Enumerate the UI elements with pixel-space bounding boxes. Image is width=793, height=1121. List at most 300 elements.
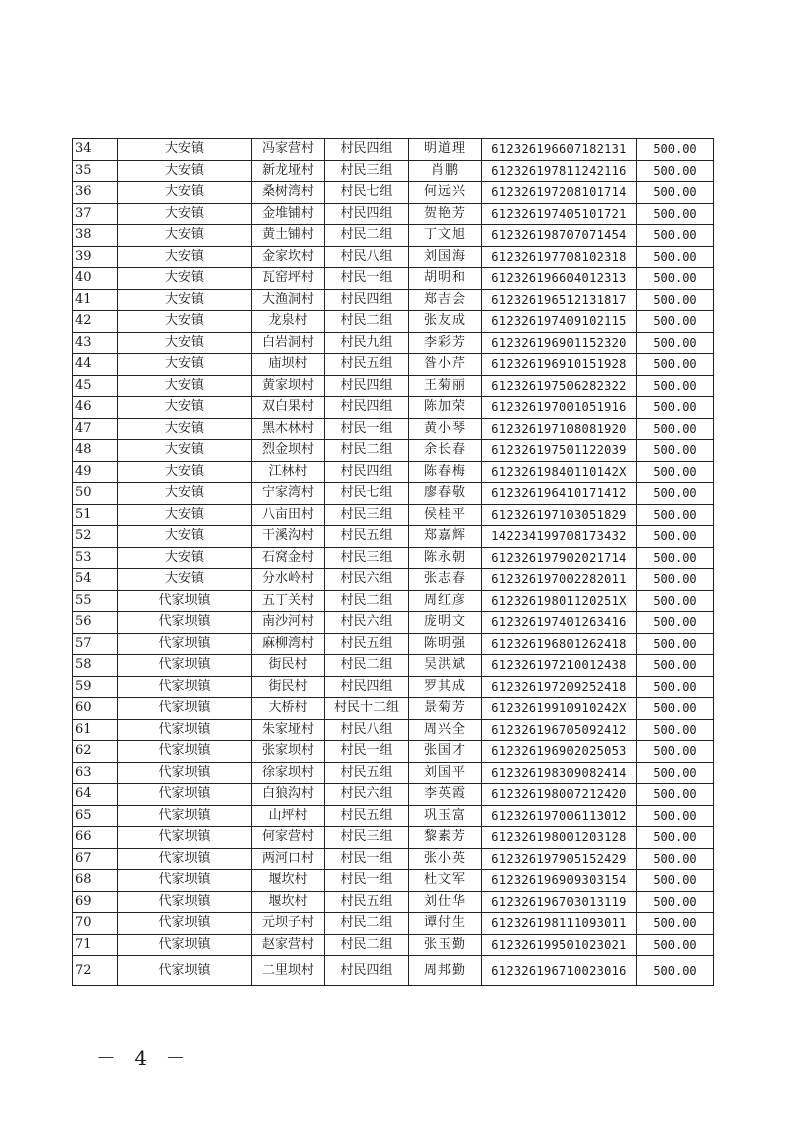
village-cell: 堰坎村 <box>252 870 325 892</box>
table-row <box>73 418 714 440</box>
village-cell: 龙泉村 <box>252 311 325 333</box>
id-number-cell: 61232619801120251X <box>482 590 637 612</box>
table-row <box>73 289 714 311</box>
table-row <box>73 547 714 569</box>
table-row <box>73 203 714 225</box>
id-number-cell: 612326198111093011 <box>482 913 637 935</box>
group-cell: 村民六组 <box>325 784 409 806</box>
village-cell: 金家坎村 <box>252 246 325 268</box>
group-cell: 村民九组 <box>325 332 409 354</box>
amount-cell: 500.00 <box>637 612 714 634</box>
name-cell: 张友成 <box>409 311 482 333</box>
name-cell: 罗其成 <box>409 676 482 698</box>
id-number-cell: 612326197108081920 <box>482 418 637 440</box>
group-cell: 村民四组 <box>325 461 409 483</box>
town-cell: 大安镇 <box>118 397 252 419</box>
id-number-cell: 612326196910151928 <box>482 354 637 376</box>
town-cell: 代家坝镇 <box>118 719 252 741</box>
name-cell: 张小英 <box>409 848 482 870</box>
name-cell: 庞明文 <box>409 612 482 634</box>
row-number: 65 <box>73 805 118 827</box>
amount-cell: 500.00 <box>637 956 714 986</box>
village-cell: 石窝金村 <box>252 547 325 569</box>
table-row <box>73 762 714 784</box>
id-number-cell: 61232619910910242X <box>482 698 637 720</box>
group-cell: 村民一组 <box>325 268 409 290</box>
amount-cell: 500.00 <box>637 676 714 698</box>
town-cell: 代家坝镇 <box>118 655 252 677</box>
town-cell: 代家坝镇 <box>118 784 252 806</box>
row-number: 48 <box>73 440 118 462</box>
id-number-cell: 612326197001051916 <box>482 397 637 419</box>
amount-cell: 500.00 <box>637 246 714 268</box>
village-cell: 干溪沟村 <box>252 526 325 548</box>
row-number: 37 <box>73 203 118 225</box>
table-row <box>73 848 714 870</box>
group-cell: 村民五组 <box>325 633 409 655</box>
name-cell: 余长春 <box>409 440 482 462</box>
row-number: 46 <box>73 397 118 419</box>
amount-cell: 500.00 <box>637 332 714 354</box>
town-cell: 代家坝镇 <box>118 633 252 655</box>
town-cell: 大安镇 <box>118 504 252 526</box>
town-cell: 大安镇 <box>118 268 252 290</box>
row-number: 53 <box>73 547 118 569</box>
id-number-cell: 142234199708173432 <box>482 526 637 548</box>
row-number: 66 <box>73 827 118 849</box>
row-number: 35 <box>73 160 118 182</box>
amount-cell: 500.00 <box>637 547 714 569</box>
table-row <box>73 139 714 161</box>
group-cell: 村民三组 <box>325 504 409 526</box>
group-cell: 村民四组 <box>325 956 409 986</box>
town-cell: 代家坝镇 <box>118 956 252 986</box>
amount-cell: 500.00 <box>637 934 714 956</box>
table-row <box>73 268 714 290</box>
amount-cell: 500.00 <box>637 698 714 720</box>
group-cell: 村民一组 <box>325 741 409 763</box>
row-number: 60 <box>73 698 118 720</box>
amount-cell: 500.00 <box>637 440 714 462</box>
village-cell: 麻柳湾村 <box>252 633 325 655</box>
name-cell: 黄小琴 <box>409 418 482 440</box>
id-number-cell: 612326196604012313 <box>482 268 637 290</box>
town-cell: 代家坝镇 <box>118 762 252 784</box>
group-cell: 村民四组 <box>325 139 409 161</box>
amount-cell: 500.00 <box>637 848 714 870</box>
table-row <box>73 461 714 483</box>
town-cell: 代家坝镇 <box>118 934 252 956</box>
town-cell: 大安镇 <box>118 440 252 462</box>
group-cell: 村民一组 <box>325 870 409 892</box>
table-row <box>73 805 714 827</box>
village-cell: 白狼沟村 <box>252 784 325 806</box>
amount-cell: 500.00 <box>637 741 714 763</box>
name-cell: 何远兴 <box>409 182 482 204</box>
id-number-cell: 61232619840110142X <box>482 461 637 483</box>
amount-cell: 500.00 <box>637 590 714 612</box>
group-cell: 村民三组 <box>325 827 409 849</box>
table-row <box>73 698 714 720</box>
group-cell: 村民一组 <box>325 418 409 440</box>
village-cell: 黑木林村 <box>252 418 325 440</box>
name-cell: 刘国海 <box>409 246 482 268</box>
village-cell: 桑树湾村 <box>252 182 325 204</box>
village-cell: 瓦窑坪村 <box>252 268 325 290</box>
name-cell: 周邦勤 <box>409 956 482 986</box>
town-cell: 大安镇 <box>118 225 252 247</box>
row-number: 59 <box>73 676 118 698</box>
amount-cell: 500.00 <box>637 633 714 655</box>
group-cell: 村民七组 <box>325 182 409 204</box>
town-cell: 代家坝镇 <box>118 848 252 870</box>
id-number-cell: 612326197405101721 <box>482 203 637 225</box>
name-cell: 王菊丽 <box>409 375 482 397</box>
group-cell: 村民二组 <box>325 225 409 247</box>
name-cell: 郑吉会 <box>409 289 482 311</box>
row-number: 47 <box>73 418 118 440</box>
row-number: 72 <box>73 956 118 986</box>
group-cell: 村民二组 <box>325 913 409 935</box>
town-cell: 代家坝镇 <box>118 698 252 720</box>
id-number-cell: 612326197103051829 <box>482 504 637 526</box>
id-number-cell: 612326196710023016 <box>482 956 637 986</box>
name-cell: 贺艳芳 <box>409 203 482 225</box>
table-row <box>73 354 714 376</box>
row-number: 36 <box>73 182 118 204</box>
town-cell: 大安镇 <box>118 483 252 505</box>
town-cell: 代家坝镇 <box>118 870 252 892</box>
id-number-cell: 612326196703013119 <box>482 891 637 913</box>
name-cell: 周兴全 <box>409 719 482 741</box>
village-cell: 五丁关村 <box>252 590 325 612</box>
id-number-cell: 612326197401263416 <box>482 612 637 634</box>
amount-cell: 500.00 <box>637 569 714 591</box>
town-cell: 大安镇 <box>118 139 252 161</box>
name-cell: 巩玉富 <box>409 805 482 827</box>
name-cell: 胡明和 <box>409 268 482 290</box>
name-cell: 张国才 <box>409 741 482 763</box>
row-number: 34 <box>73 139 118 161</box>
town-cell: 大安镇 <box>118 160 252 182</box>
village-cell: 金堆铺村 <box>252 203 325 225</box>
id-number-cell: 612326197708102318 <box>482 246 637 268</box>
amount-cell: 500.00 <box>637 354 714 376</box>
group-cell: 村民四组 <box>325 203 409 225</box>
town-cell: 大安镇 <box>118 418 252 440</box>
amount-cell: 500.00 <box>637 397 714 419</box>
table-row <box>73 504 714 526</box>
name-cell: 明道理 <box>409 139 482 161</box>
table-row <box>73 719 714 741</box>
row-number: 45 <box>73 375 118 397</box>
amount-cell: 500.00 <box>637 375 714 397</box>
table-row <box>73 741 714 763</box>
name-cell: 景菊芳 <box>409 698 482 720</box>
village-cell: 南沙河村 <box>252 612 325 634</box>
group-cell: 村民五组 <box>325 526 409 548</box>
village-cell: 山坪村 <box>252 805 325 827</box>
row-number: 51 <box>73 504 118 526</box>
name-cell: 廖春敬 <box>409 483 482 505</box>
group-cell: 村民二组 <box>325 934 409 956</box>
village-cell: 双白果村 <box>252 397 325 419</box>
amount-cell: 500.00 <box>637 762 714 784</box>
town-cell: 代家坝镇 <box>118 805 252 827</box>
village-cell: 新龙垭村 <box>252 160 325 182</box>
town-cell: 大安镇 <box>118 375 252 397</box>
id-number-cell: 612326196801262418 <box>482 633 637 655</box>
town-cell: 大安镇 <box>118 311 252 333</box>
row-number: 42 <box>73 311 118 333</box>
id-number-cell: 612326197210012438 <box>482 655 637 677</box>
name-cell: 陈明强 <box>409 633 482 655</box>
id-number-cell: 612326197409102115 <box>482 311 637 333</box>
name-cell: 丁文旭 <box>409 225 482 247</box>
group-cell: 村民三组 <box>325 547 409 569</box>
town-cell: 大安镇 <box>118 354 252 376</box>
name-cell: 李彩芳 <box>409 332 482 354</box>
row-number: 70 <box>73 913 118 935</box>
name-cell: 刘仕华 <box>409 891 482 913</box>
amount-cell: 500.00 <box>637 483 714 505</box>
name-cell: 周红彦 <box>409 590 482 612</box>
name-cell: 肖鹏 <box>409 160 482 182</box>
id-number-cell: 612326197501122039 <box>482 440 637 462</box>
village-cell: 街民村 <box>252 655 325 677</box>
town-cell: 代家坝镇 <box>118 590 252 612</box>
village-cell: 赵家营村 <box>252 934 325 956</box>
village-cell: 庙坝村 <box>252 354 325 376</box>
table-row <box>73 160 714 182</box>
village-cell: 分水岭村 <box>252 569 325 591</box>
name-cell: 谭付生 <box>409 913 482 935</box>
group-cell: 村民四组 <box>325 375 409 397</box>
id-number-cell: 612326196909303154 <box>482 870 637 892</box>
amount-cell: 500.00 <box>637 504 714 526</box>
row-number: 44 <box>73 354 118 376</box>
group-cell: 村民四组 <box>325 397 409 419</box>
village-cell: 江林村 <box>252 461 325 483</box>
group-cell: 村民二组 <box>325 655 409 677</box>
row-number: 56 <box>73 612 118 634</box>
group-cell: 村民五组 <box>325 354 409 376</box>
row-number: 41 <box>73 289 118 311</box>
group-cell: 村民六组 <box>325 569 409 591</box>
village-cell: 朱家垭村 <box>252 719 325 741</box>
group-cell: 村民五组 <box>325 891 409 913</box>
group-cell: 村民五组 <box>325 805 409 827</box>
id-number-cell: 612326197506282322 <box>482 375 637 397</box>
group-cell: 村民十二组 <box>325 698 409 720</box>
name-cell: 刘国平 <box>409 762 482 784</box>
id-number-cell: 612326197002282011 <box>482 569 637 591</box>
roster-table <box>72 138 714 986</box>
table-row <box>73 956 714 986</box>
village-cell: 街民村 <box>252 676 325 698</box>
name-cell: 陈春梅 <box>409 461 482 483</box>
amount-cell: 500.00 <box>637 268 714 290</box>
name-cell: 陈加荣 <box>409 397 482 419</box>
row-number: 38 <box>73 225 118 247</box>
name-cell: 黎素芳 <box>409 827 482 849</box>
amount-cell: 500.00 <box>637 311 714 333</box>
town-cell: 代家坝镇 <box>118 913 252 935</box>
row-number: 40 <box>73 268 118 290</box>
id-number-cell: 612326196512131817 <box>482 289 637 311</box>
village-cell: 冯家营村 <box>252 139 325 161</box>
town-cell: 大安镇 <box>118 332 252 354</box>
town-cell: 大安镇 <box>118 526 252 548</box>
table-row <box>73 891 714 913</box>
table-row <box>73 246 714 268</box>
row-number: 68 <box>73 870 118 892</box>
group-cell: 村民一组 <box>325 848 409 870</box>
roster-body <box>73 139 714 986</box>
row-number: 69 <box>73 891 118 913</box>
amount-cell: 500.00 <box>637 203 714 225</box>
group-cell: 村民三组 <box>325 160 409 182</box>
id-number-cell: 612326198309082414 <box>482 762 637 784</box>
row-number: 61 <box>73 719 118 741</box>
village-cell: 两河口村 <box>252 848 325 870</box>
town-cell: 代家坝镇 <box>118 827 252 849</box>
table-row <box>73 870 714 892</box>
amount-cell: 500.00 <box>637 526 714 548</box>
table-row <box>73 375 714 397</box>
town-cell: 代家坝镇 <box>118 612 252 634</box>
name-cell: 陈永朝 <box>409 547 482 569</box>
row-number: 39 <box>73 246 118 268</box>
village-cell: 张家坝村 <box>252 741 325 763</box>
amount-cell: 500.00 <box>637 160 714 182</box>
row-number: 71 <box>73 934 118 956</box>
amount-cell: 500.00 <box>637 461 714 483</box>
table-row <box>73 676 714 698</box>
id-number-cell: 612326197006113012 <box>482 805 637 827</box>
village-cell: 八亩田村 <box>252 504 325 526</box>
row-number: 49 <box>73 461 118 483</box>
amount-cell: 500.00 <box>637 913 714 935</box>
village-cell: 烈金坝村 <box>252 440 325 462</box>
group-cell: 村民二组 <box>325 311 409 333</box>
town-cell: 大安镇 <box>118 569 252 591</box>
amount-cell: 500.00 <box>637 655 714 677</box>
amount-cell: 500.00 <box>637 891 714 913</box>
name-cell: 杜文军 <box>409 870 482 892</box>
village-cell: 黄土铺村 <box>252 225 325 247</box>
village-cell: 堰坎村 <box>252 891 325 913</box>
amount-cell: 500.00 <box>637 225 714 247</box>
group-cell: 村民五组 <box>325 762 409 784</box>
amount-cell: 500.00 <box>637 719 714 741</box>
town-cell: 大安镇 <box>118 203 252 225</box>
name-cell: 张玉勤 <box>409 934 482 956</box>
row-number: 55 <box>73 590 118 612</box>
id-number-cell: 612326198007212420 <box>482 784 637 806</box>
table-row <box>73 483 714 505</box>
village-cell: 二里坝村 <box>252 956 325 986</box>
town-cell: 大安镇 <box>118 246 252 268</box>
table-row <box>73 612 714 634</box>
id-number-cell: 612326199501023021 <box>482 934 637 956</box>
row-number: 43 <box>73 332 118 354</box>
id-number-cell: 612326198707071454 <box>482 225 637 247</box>
group-cell: 村民二组 <box>325 590 409 612</box>
page-number: － 4 － <box>96 1046 192 1070</box>
name-cell: 郑嘉辉 <box>409 526 482 548</box>
row-number: 54 <box>73 569 118 591</box>
table-row <box>73 225 714 247</box>
group-cell: 村民八组 <box>325 246 409 268</box>
village-cell: 宁家湾村 <box>252 483 325 505</box>
town-cell: 大安镇 <box>118 289 252 311</box>
amount-cell: 500.00 <box>637 289 714 311</box>
village-cell: 大桥村 <box>252 698 325 720</box>
table-row <box>73 827 714 849</box>
row-number: 64 <box>73 784 118 806</box>
row-number: 67 <box>73 848 118 870</box>
table-row <box>73 440 714 462</box>
amount-cell: 500.00 <box>637 182 714 204</box>
id-number-cell: 612326197208101714 <box>482 182 637 204</box>
table-row <box>73 311 714 333</box>
row-number: 50 <box>73 483 118 505</box>
id-number-cell: 612326196410171412 <box>482 483 637 505</box>
town-cell: 代家坝镇 <box>118 676 252 698</box>
table-row <box>73 913 714 935</box>
group-cell: 村民四组 <box>325 676 409 698</box>
village-cell: 徐家坝村 <box>252 762 325 784</box>
table-row <box>73 784 714 806</box>
name-cell: 侯桂平 <box>409 504 482 526</box>
village-cell: 白岩洞村 <box>252 332 325 354</box>
group-cell: 村民六组 <box>325 612 409 634</box>
town-cell: 大安镇 <box>118 182 252 204</box>
table-row <box>73 590 714 612</box>
amount-cell: 500.00 <box>637 418 714 440</box>
name-cell: 吴洪斌 <box>409 655 482 677</box>
town-cell: 大安镇 <box>118 547 252 569</box>
amount-cell: 500.00 <box>637 827 714 849</box>
village-cell: 黄家坝村 <box>252 375 325 397</box>
group-cell: 村民二组 <box>325 440 409 462</box>
id-number-cell: 612326197902021714 <box>482 547 637 569</box>
village-cell: 大渔洞村 <box>252 289 325 311</box>
table-row <box>73 655 714 677</box>
id-number-cell: 612326198001203128 <box>482 827 637 849</box>
table-row <box>73 934 714 956</box>
id-number-cell: 612326196607182131 <box>482 139 637 161</box>
row-number: 52 <box>73 526 118 548</box>
table-row <box>73 526 714 548</box>
village-cell: 何家营村 <box>252 827 325 849</box>
amount-cell: 500.00 <box>637 805 714 827</box>
row-number: 63 <box>73 762 118 784</box>
id-number-cell: 612326196901152320 <box>482 332 637 354</box>
table-row <box>73 633 714 655</box>
table-row <box>73 182 714 204</box>
id-number-cell: 612326197209252418 <box>482 676 637 698</box>
group-cell: 村民八组 <box>325 719 409 741</box>
amount-cell: 500.00 <box>637 870 714 892</box>
village-cell: 元坝子村 <box>252 913 325 935</box>
row-number: 62 <box>73 741 118 763</box>
table-row <box>73 397 714 419</box>
id-number-cell: 612326196705092412 <box>482 719 637 741</box>
town-cell: 代家坝镇 <box>118 891 252 913</box>
id-number-cell: 612326197905152429 <box>482 848 637 870</box>
